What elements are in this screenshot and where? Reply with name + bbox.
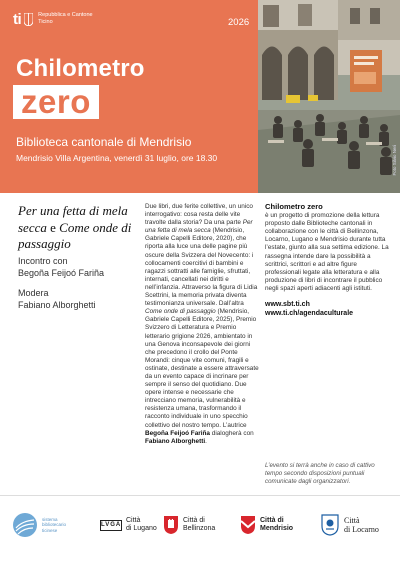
canton-name: Repubblica e Cantone Ticino (38, 12, 93, 25)
bellinzona-logo (163, 505, 215, 545)
sbt-circle-icon (12, 512, 38, 538)
book-titles (18, 203, 133, 253)
bellinzona-shield-icon (163, 515, 179, 535)
links (265, 300, 389, 318)
project-info (265, 203, 389, 318)
bellinzona-label: Città di Bellinzona (183, 517, 216, 532)
locarno-logo (320, 505, 379, 545)
venue-name: Biblioteca cantonale di Mendrisio (16, 135, 192, 149)
moderator-name: Fabiano Alborghetti (145, 437, 206, 445)
footer-divider (0, 495, 400, 496)
book-title-1: Per una fetta di mela secca (18, 203, 128, 235)
mendrisio-label: Città di Mendrisio (260, 517, 294, 532)
link-sbt[interactable]: www.sbt.ti.ch (265, 301, 310, 309)
event-details: Mendrisio Villa Argentina, venerdì 31 luglio, ore 18.30 (16, 153, 218, 163)
photo-illustration (258, 0, 400, 193)
project-title: Chilometro zero (265, 202, 323, 211)
mendrisio-shield-icon (240, 515, 256, 535)
book-title-2: Come onde di passaggio (18, 219, 132, 251)
sbt-logo (12, 505, 82, 545)
shield-icon (24, 13, 33, 26)
event-photo (258, 0, 400, 193)
moderator-info: Modera Fabiano Alborghetti (18, 287, 96, 310)
lugano-mark: LVGA (100, 520, 122, 531)
project-description: è un progetto di promozione della lettura proposto dalle Biblioteche cantonali in collaborazione con le città di Bellinzona, Locarno, Lugano e Mendrisio durante tutta l’estate, giunto alla sua settima edizione. La rassegna intende dare la possibilità a scrittrici, scrittori e ad altre figure professionali legate alla letteratura e alla produzione di libri di incontrare il pubblico negli spazi aperti adiacenti agli istituti. (265, 212, 389, 292)
left-column (18, 203, 133, 311)
orange-panel (0, 0, 258, 193)
sbt-label: sistema bibliotecario ticinese (42, 517, 67, 533)
photo-credit: Foto Silvio Neri (392, 145, 397, 176)
ti-logo-mark: ti (13, 11, 22, 28)
meeting-with: Incontro con Begoña Feijoó Fariña (18, 255, 105, 278)
author-name: Begoña Feijoó Fariña (145, 429, 210, 437)
description-text: Due libri, due ferite collettive, un unico interrogativo: cosa resta delle vite travolte dalla storia? Da una parte Per una fetta di mela secca (Mendrisio, Gabriele Capelli Editore, 2020), che riporta alla luce una delle pagine più oscure della Svizzera del Novecento: i collocamenti coercitivi di bambini e ragazzi sottratti alle famiglie, sfruttati, internati, cancellati nei diritti e nell’infanzia. Attraverso la figura di Lidia Scettrini, la memoria privata diventa testimonianza universale. Dall’altra Come onde di passaggio (Mendrisio, Gabriele Capelli Editore, 2025), Premio Svizzero di Letteratura e Premio letterario grigione 2026, ambientato in una Genova inconsapevole dei giorni che precedono il crollo del Ponte Morandi: cinque vite comuni, fragili e ostinate, destinate a essere attraversate da un evento capace di incrinare per sempre il senso del quotidiano. Due opere intense e necessarie che intrecciano memoria, vulnerabilità e resistenza umana, trasformando il racconto individuale in uno specchio collettivo del nostro tempo. L’autrice Begoña Feijoó Fariña dialogherà con Fabiano Alborghetti. (145, 203, 259, 445)
lugano-logo (100, 505, 157, 545)
book-title-inline-1: Per una fetta di mela secca (145, 219, 253, 235)
book-title-inline-2: Come onde di passaggio (145, 308, 216, 316)
locarno-crest-icon (320, 513, 340, 537)
canton-ticino-logo (13, 12, 93, 27)
title-line2: zero (21, 83, 91, 120)
header-band (0, 0, 400, 193)
title-line1: Chilometro (16, 55, 145, 82)
footer-logos (0, 497, 400, 566)
year-label: 2026 (228, 17, 250, 28)
link-agenda[interactable]: www.ti.ch/agendaculturale (265, 310, 354, 318)
mendrisio-logo (240, 505, 293, 545)
locarno-label: Città di Locarno (344, 516, 379, 534)
lugano-label: Città di Lugano (126, 517, 157, 532)
title-line2-box (13, 85, 99, 119)
weather-note: L’evento si terrà anche in caso di cattivo tempo secondo disposizioni puntuali comunicate dagli organizzatori. (265, 462, 375, 485)
title-connector: e (50, 219, 56, 235)
